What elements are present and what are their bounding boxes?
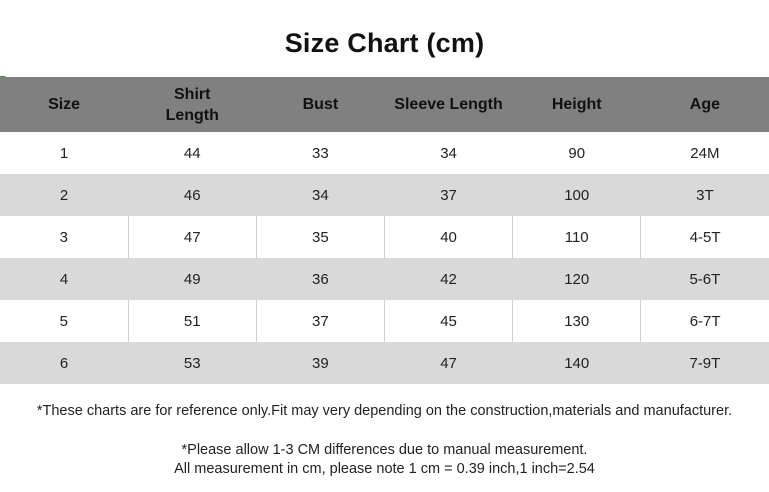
conversion-note: All measurement in cm, please note 1 cm = 0.39 inch,1 inch=2.54 [174, 461, 595, 477]
table-row [0, 174, 769, 216]
cell-age: 6-7T [641, 300, 769, 342]
table-header-row [0, 77, 769, 132]
cell-shirt-length: 46 [128, 174, 256, 216]
header-size: Size [0, 77, 128, 132]
page-title: Size Chart (cm) [284, 28, 485, 58]
header-age: Age [641, 77, 769, 132]
cell-size: 3 [0, 216, 128, 258]
cell-size: 6 [0, 342, 128, 384]
table-row [0, 258, 769, 300]
cell-height: 100 [513, 174, 641, 216]
cell-height: 120 [513, 258, 641, 300]
cell-height: 130 [513, 300, 641, 342]
cell-sleeve-length: 42 [384, 258, 512, 300]
cell-bust: 33 [256, 132, 384, 174]
cell-sleeve-length: 34 [384, 132, 512, 174]
cell-bust: 37 [256, 300, 384, 342]
cell-bust: 34 [256, 174, 384, 216]
cell-age: 4-5T [641, 216, 769, 258]
cell-height: 90 [513, 132, 641, 174]
table-row [0, 342, 769, 384]
header-height: Height [513, 77, 641, 132]
allowance-note: *Please allow 1-3 CM differences due to manual measurement. [181, 442, 588, 458]
cell-sleeve-length: 47 [384, 342, 512, 384]
cell-size: 4 [0, 258, 128, 300]
cell-age: 24M [641, 132, 769, 174]
cell-size: 2 [0, 174, 128, 216]
cell-bust: 36 [256, 258, 384, 300]
header-shirt-length: Shirt Length [128, 77, 256, 132]
table-row [0, 132, 769, 174]
size-chart-table [0, 77, 769, 384]
table-row [0, 300, 769, 342]
reference-note: *These charts are for reference only.Fit may very depending on the construction,materials and manufacturer. [36, 403, 733, 419]
cell-shirt-length: 44 [128, 132, 256, 174]
header-bust: Bust [256, 77, 384, 132]
cell-sleeve-length: 37 [384, 174, 512, 216]
cell-height: 110 [513, 216, 641, 258]
cell-shirt-length: 51 [128, 300, 256, 342]
cell-sleeve-length: 45 [384, 300, 512, 342]
cell-age: 7-9T [641, 342, 769, 384]
cell-bust: 35 [256, 216, 384, 258]
header-sleeve-length: Sleeve Length [384, 77, 512, 132]
cell-shirt-length: 53 [128, 342, 256, 384]
cell-age: 5-6T [641, 258, 769, 300]
cell-size: 5 [0, 300, 128, 342]
cell-shirt-length: 47 [128, 216, 256, 258]
cell-height: 140 [513, 342, 641, 384]
table-row [0, 216, 769, 258]
cell-shirt-length: 49 [128, 258, 256, 300]
cell-sleeve-length: 40 [384, 216, 512, 258]
cell-size: 1 [0, 132, 128, 174]
cell-bust: 39 [256, 342, 384, 384]
cell-age: 3T [641, 174, 769, 216]
